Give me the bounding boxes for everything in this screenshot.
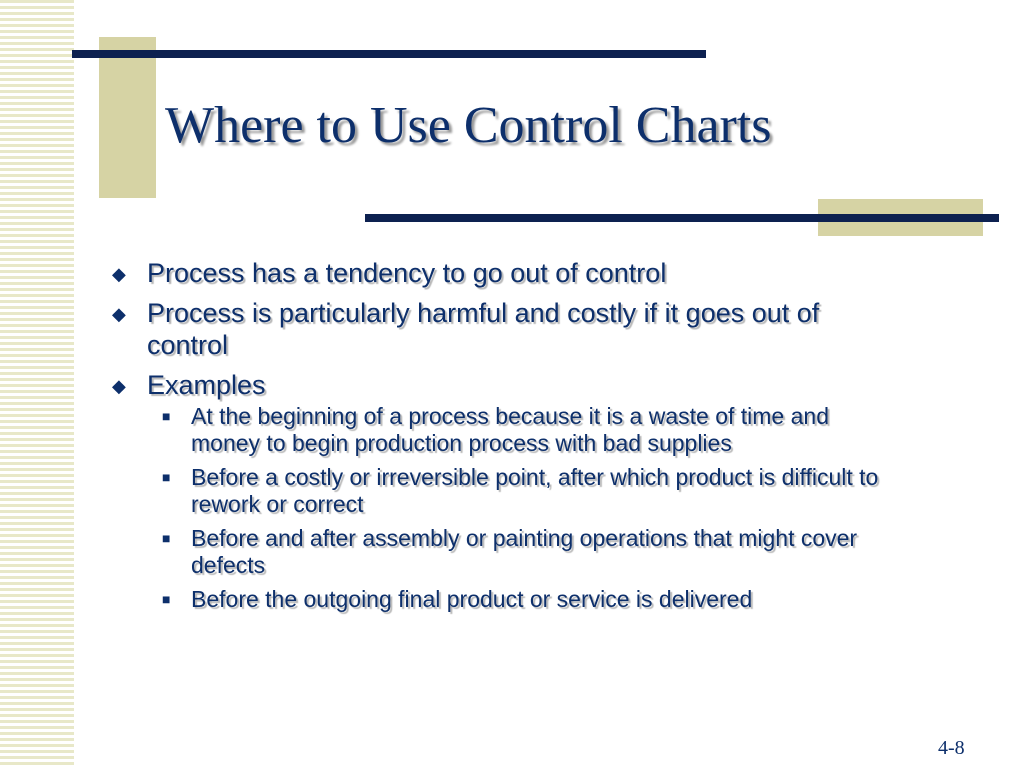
top-rule [72,50,706,58]
sub-bullet-text: At the beginning of a process because it is a waste of time and money to begin production process with bad supplies [191,403,829,456]
sub-bullet-item [110,525,890,579]
diamond-icon: ◆ [112,376,126,396]
bullet-item [110,369,890,401]
sub-bullet-text: Before the outgoing final product or service is delivered [191,586,753,612]
sub-bullet-text: Before a costly or irreversible point, after which product is difficult to rework or correct [191,464,879,517]
sub-bullet-list [110,403,890,613]
diamond-icon: ◆ [112,304,126,324]
slide-title: Where to Use Control Charts [165,97,772,154]
sub-bullet-text: Before and after assembly or painting operations that might cover defects [191,525,858,578]
slide-body [110,257,890,620]
page-number: 4-8 [938,737,965,759]
bullet-text: Process is particularly harmful and costly if it goes out of control [147,298,820,360]
square-icon: ■ [162,530,171,546]
square-icon: ■ [162,591,171,607]
square-icon: ■ [162,469,171,485]
bullet-item [110,297,890,361]
sub-bullet-item [110,403,890,457]
striped-side-band [0,0,74,768]
bullet-item [110,257,890,289]
bullet-text: Process has a tendency to go out of control [147,258,667,288]
sub-bullet-item [110,586,890,613]
title-accent-block [99,37,156,198]
square-icon: ■ [162,408,171,424]
bullet-text: Examples [147,370,266,400]
diamond-icon: ◆ [112,264,126,284]
sub-bullet-item [110,464,890,518]
title-underline-rule [365,214,999,222]
